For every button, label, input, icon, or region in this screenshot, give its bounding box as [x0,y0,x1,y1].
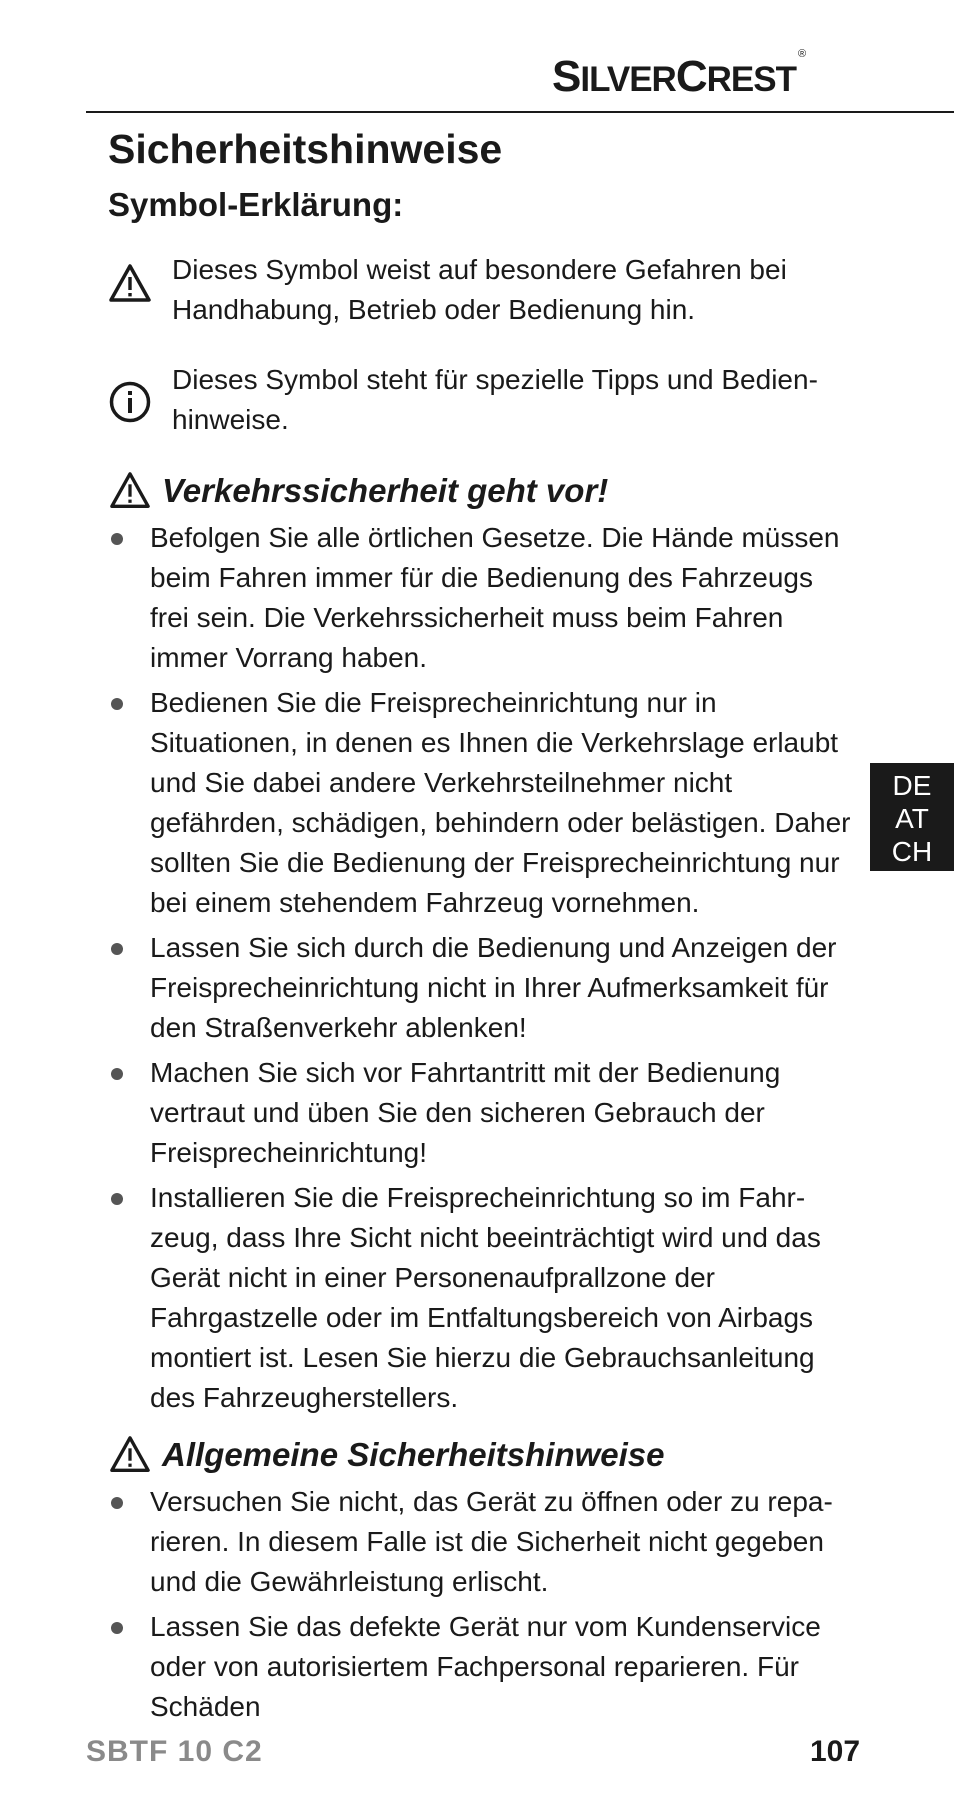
header-rule [86,111,954,113]
warning-triangle-icon [108,1434,152,1476]
symbol-warning-text: Dieses Symbol weist auf besondere Gefahren bei Handhabung, Betrieb oder Bedienung hin. [172,254,787,325]
language-code: DE [892,770,932,801]
brand-letter: C [675,52,707,101]
info-circle-icon [108,380,152,424]
registered-mark: ® [797,48,806,61]
section-title-text: Verkehrssicherheit geht vor! [162,472,609,509]
language-code: CH [891,836,933,867]
footer-page-number: 107 [810,1735,861,1768]
language-tab [870,763,954,871]
section-title-traffic-safety [108,468,853,514]
brand-letters: ILVER [580,60,676,99]
general-safety-list [108,1482,853,1727]
symbol-info-text: Dieses Symbol steht für spezielle Tipps und Bedienhinweise. [172,364,818,435]
list-item: Installieren Sie die Freisprecheinrichtung so im Fahrzeug, dass Ihre Sicht nicht beeinträchtigt wird und das Gerät nicht in einer Personenaufprallzone der Fahrgastzelle oder im Entfaltungsbereich von Airbags montiert ist. Lesen Sie hierzu die Gebrauchsanleitung des Fahrzeugherstellers. [108,1178,853,1418]
traffic-safety-list [108,518,853,1418]
brand-letters: REST [706,60,796,99]
brand-logo [552,48,806,102]
symbol-warning-entry [108,250,853,330]
list-item: Machen Sie sich vor Fahrtantritt mit der Bedienung vertraut und üben Sie den sicheren Gebrauch der Freisprecheinrichtung! [108,1053,853,1173]
list-item: Bedienen Sie die Freisprecheinrichtung nur in Situationen, in denen es Ihnen die Verkehrslage erlaubt und Sie dabei andere Verkehrsteilnehmer nicht gefährden, schädigen, behindern oder belästigen. Daher sollten Sie die Bedienung der Freisprecheinrichtung nur bei einem stehendem Fahrzeug vornehmen. [108,683,853,923]
language-code: AT [895,803,929,834]
brand-letter: S [552,52,581,101]
list-item: Lassen Sie das defekte Gerät nur vom Kundenservice oder von autorisiertem Fachpersonal reparieren. Für Schäden [108,1607,853,1727]
symbol-info-entry [108,360,853,440]
section-title-text: Allgemeine Sicherheitshinweise [162,1436,665,1473]
list-item: Befolgen Sie alle örtlichen Gesetze. Die Hände müssen beim Fahren immer für die Bedienung des Fahrzeugs frei sein. Die Verkehrssicherheit muss beim Fahren immer Vorrang haben. [108,518,853,678]
footer-model-number: SBTF 10 C2 [86,1735,263,1768]
warning-triangle-icon [108,262,152,306]
list-item: Versuchen Sie nicht, das Gerät zu öffnen oder zu reparieren. In diesem Falle ist die Sicherheit nicht gegeben und die Gewährleistung erlischt. [108,1482,853,1602]
list-item: Lassen Sie sich durch die Bedienung und Anzeigen der Freisprecheinrichtung nicht in Ihrer Aufmerksamkeit für den Straßenverkehr ablenken! [108,928,853,1048]
page-title: Sicherheitshinweise [108,126,503,172]
main-content [108,120,853,1732]
warning-triangle-icon [108,470,152,512]
section-title-general-safety [108,1432,853,1478]
symbol-legend-title: Symbol-Erklärung: [108,186,404,223]
